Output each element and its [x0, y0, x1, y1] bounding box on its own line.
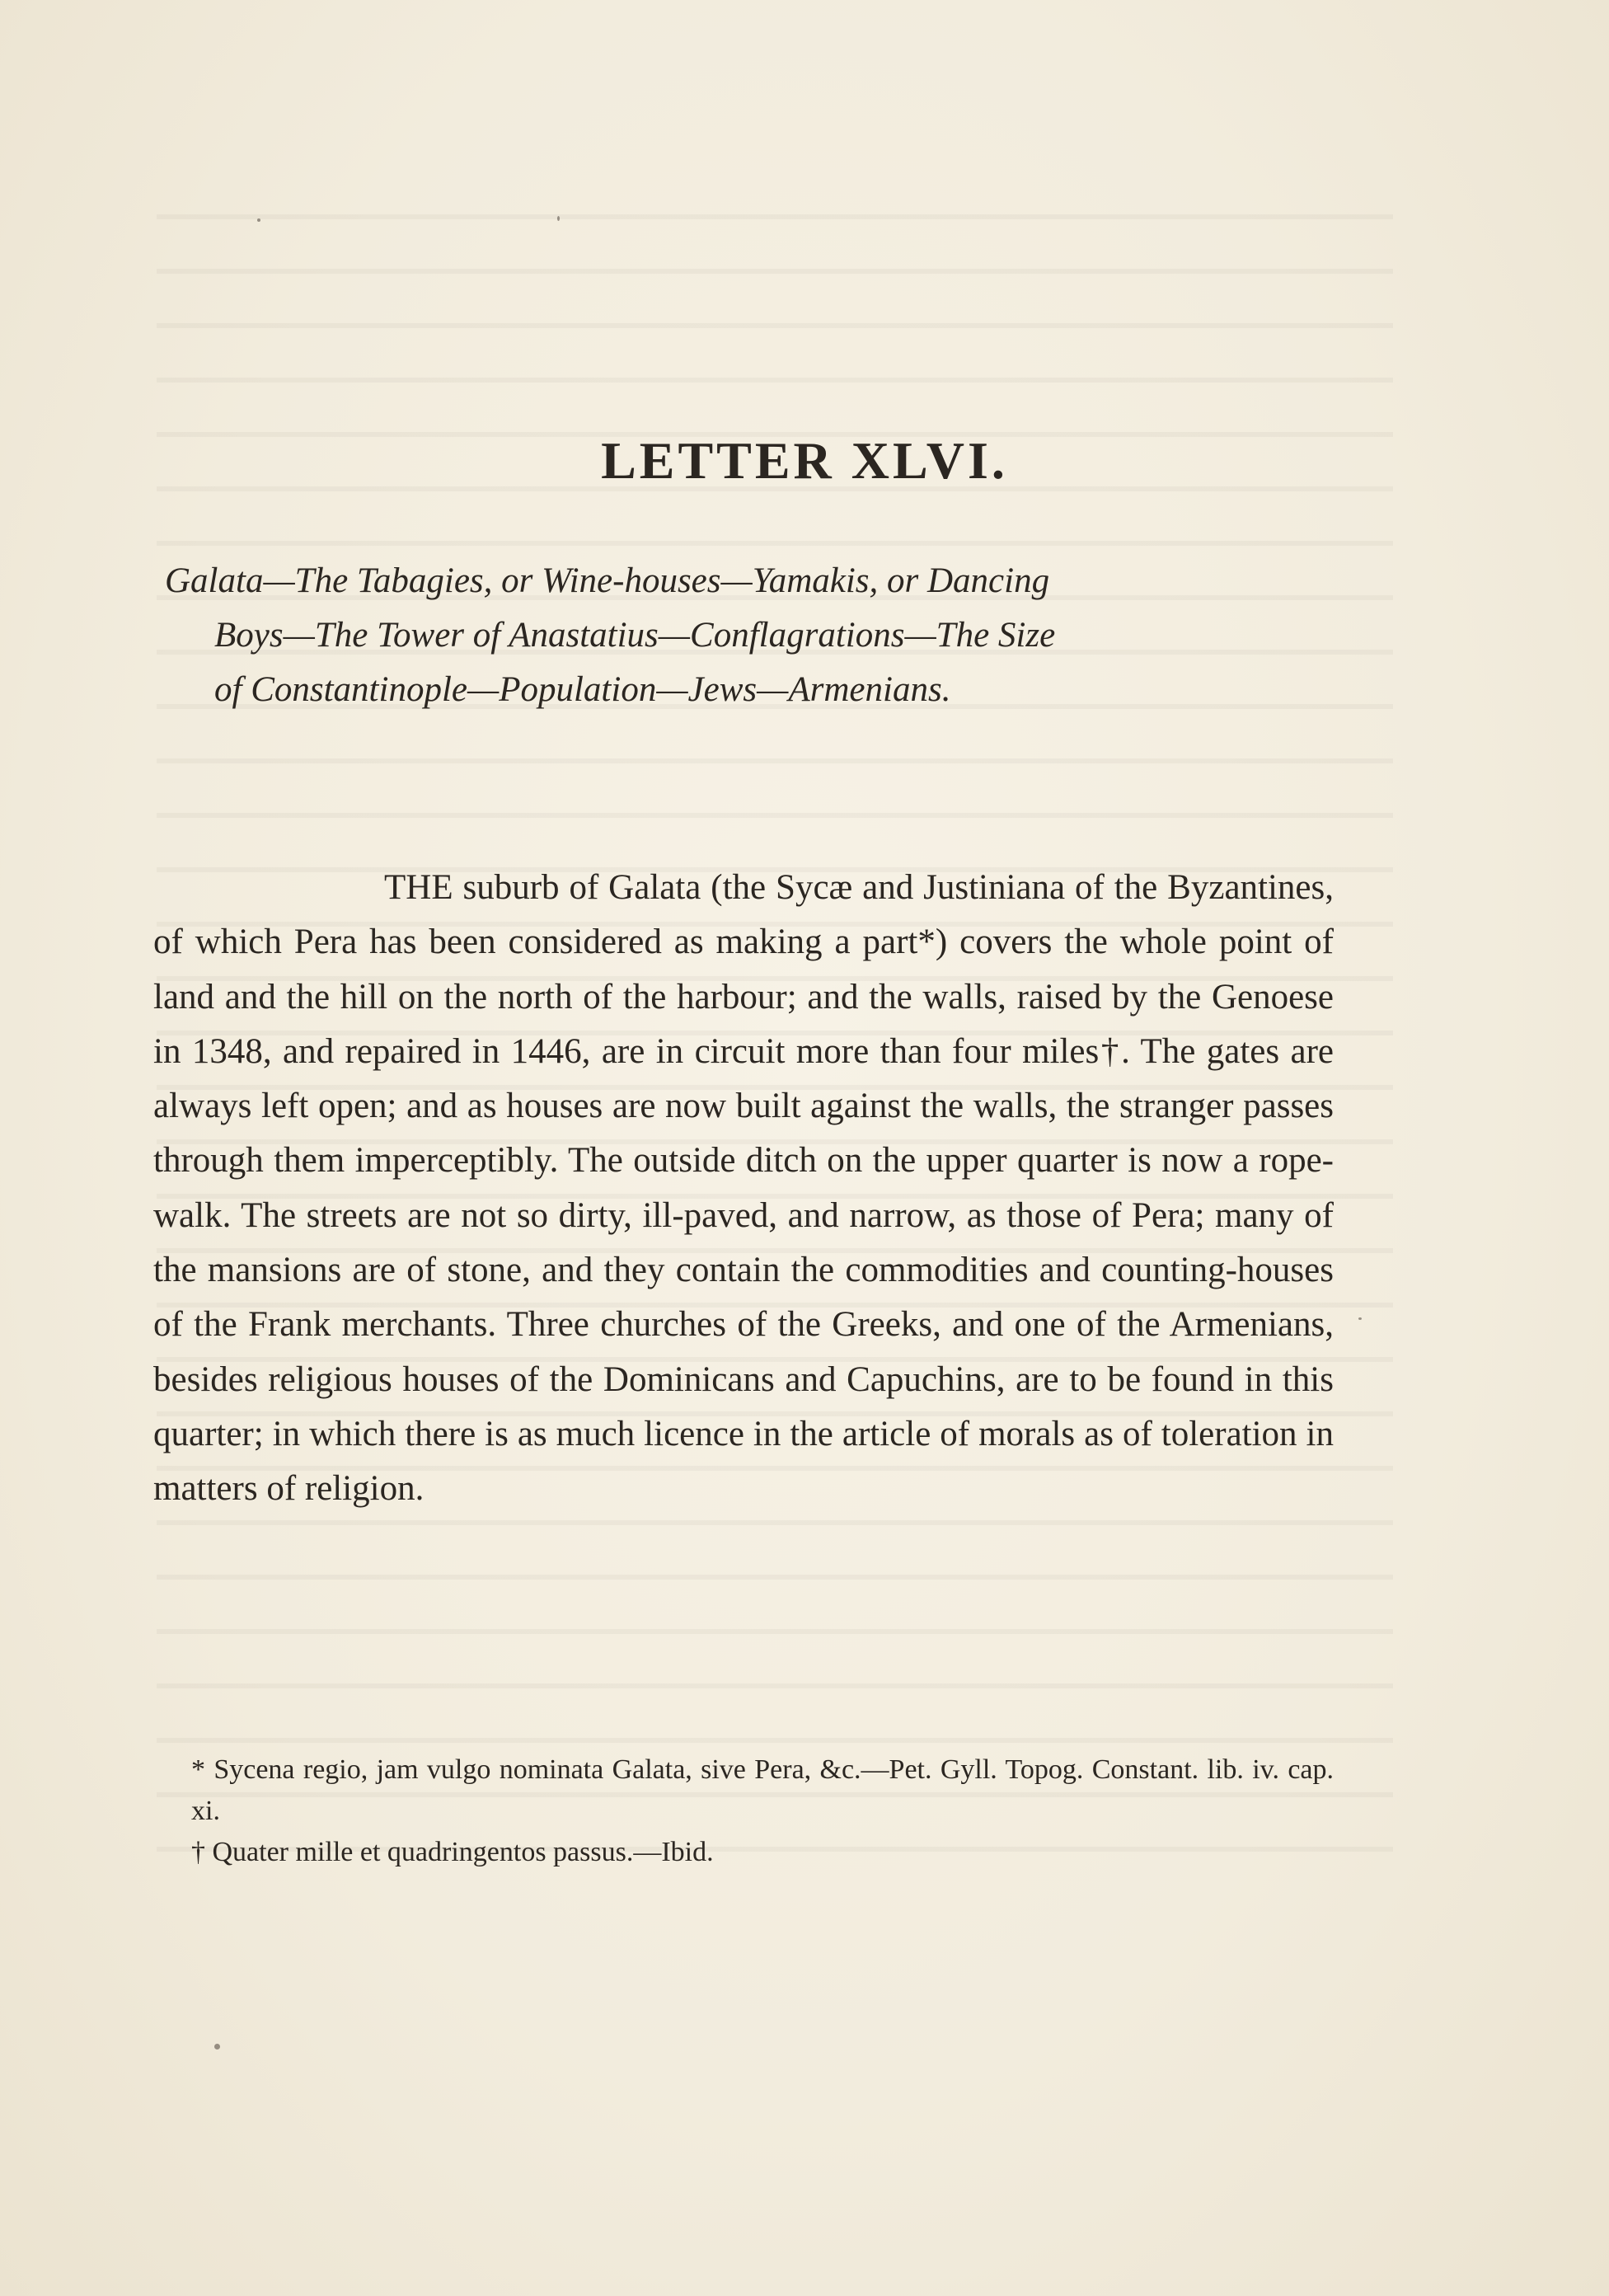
body-paragraph-text: THE suburb of Galata (the Sycæ and Justiniana of the Byzantines, of which Pera has been considered as making a part*) covers the whole point of land and the hill on the north of the harbour; and the walls, raised by the Genoese in 1348, and repaired in 1446, are in circuit more than four miles†. The gates are always left open; and as houses are now built against the walls, the stranger passes through them imperceptibly. The outside ditch on the upper quarter is now a rope-walk. The streets are not so dirty, ill-paved, and narrow, as those of Pera; many of the mansions are of stone, and they contain the commodities and counting-houses of the Frank merchants. Three churches of the Greeks, and one of the Armenians, besides religious houses of the Dominicans and Capuchins, are to be found in this quarter; in which there is as much licence in the article of morals as of toleration in matters of religion.: [153, 868, 1334, 1509]
footnote: * Sycena regio, jam vulgo nominata Galata, sive Pera, &c.—Pet. Gyll. Topog. Constant. lib. iv. cap. xi.: [191, 1754, 1334, 1826]
paper-speck: [557, 216, 560, 221]
summary-line: of Constantinople—Population—Jews—Armenians.: [214, 670, 951, 709]
summary-line: Boys—The Tower of Anastatius—Conflagrations—The Size: [214, 616, 1056, 655]
body-paragraph: [153, 861, 1334, 1517]
paper-speck: [1358, 1317, 1362, 1320]
paper-speck: [257, 218, 260, 222]
paper-speck: [214, 2044, 220, 2049]
letter-title: LETTER XLVI.: [601, 431, 1008, 490]
footnotes: [153, 1749, 1334, 1873]
summary-line: Galata—The Tabagies, or Wine-houses—Yamakis, or Dancing: [165, 561, 1050, 600]
footnote: † Quater mille et quadringentos passus.—Ibid.: [191, 1837, 714, 1867]
chapter-summary: [165, 554, 1352, 717]
